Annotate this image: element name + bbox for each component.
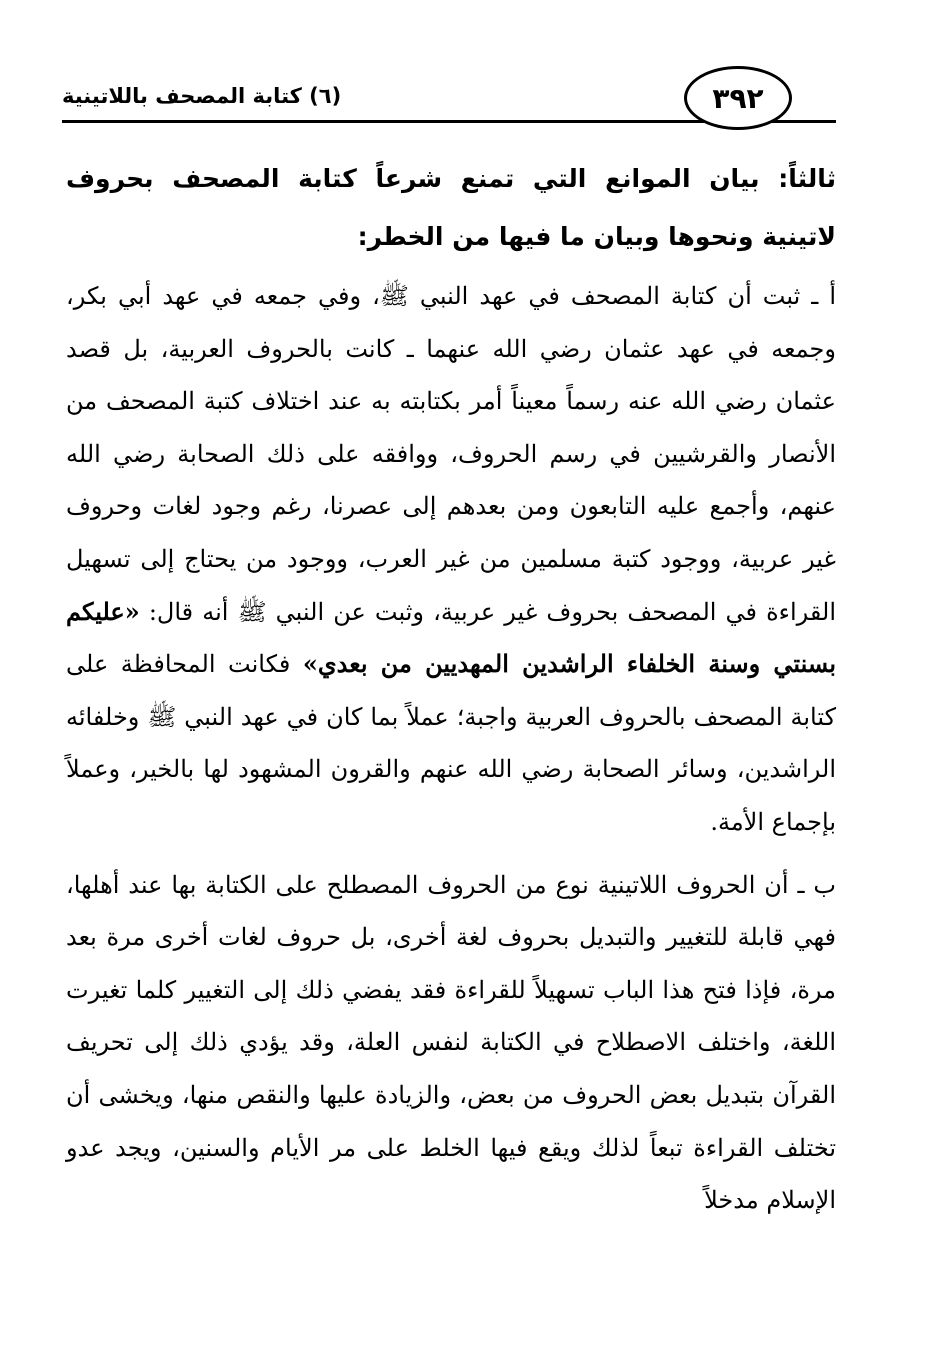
paragraph-a-text-1: أ ـ ثبت أن كتابة المصحف في عهد النبي ﷺ، وفي جمعه في عهد أبي بكر، وجمعه في عهد عثمان رضي الله عنهما ـ كانت بالحروف العربية، بل قصد عثمان رضي الله عنه رسماً معيناً أمر بكتابته به عند اختلاف كتبة المصحف من الأنصار والقرشيين في رسم الحروف، ووافقه على ذلك الصحابة رضي الله عنهم، وأجمع عليه التابعون ومن بعدهم إلى عصرنا، رغم وجود لغات وحروف غير عربية، ووجود كتبة مسلمين من غير العرب، ووجود من يحتاج إلى تسهيل القراءة في المصحف بحروف غير عربية، وثبت عن النبي ﷺ أنه قال: <box>66 282 836 626</box>
running-title: (٦) كتابة المصحف باللاتينية <box>62 84 342 108</box>
page-number: ٣٩٢ <box>684 66 792 130</box>
page-header <box>62 66 836 130</box>
page-body <box>66 150 836 1227</box>
section-heading: ثالثاً: بيان الموانع التي تمنع شرعاً كتابة المصحف بحروف لاتينية ونحوها وبيان ما فيها من الخطر: <box>66 164 836 251</box>
hadith-quote: «عليكم بسنتي وسنة الخلفاء الراشدين المهديين من بعدي» <box>66 596 836 679</box>
paragraph-b: ب ـ أن الحروف اللاتينية نوع من الحروف المصطلح على الكتابة بها عند أهلها، فهي قابلة للتغيير والتبديل بحروف لغة أخرى، بل حروف لغات أخرى مرة بعد مرة، فإذا فتح هذا الباب تسهيلاً للقراءة فقد يفضي ذلك إلى التغيير كلما تغيرت اللغة، واختلف الاصطلاح في الكتابة لنفس العلة، وقد يؤدي ذلك إلى تحريف القرآن بتبديل بعض الحروف من بعض، والزيادة عليها والنقص منها، ويخشى أن تختلف القراءة تبعاً لذلك ويقع فيها الخلط على مر الأيام والسنين، ويجد عدو الإسلام مدخلاً <box>66 870 836 1215</box>
paragraph-a <box>66 270 836 849</box>
paragraph-a-text-2: فكانت المحافظة على كتابة المصحف بالحروف العربية واجبة؛ عملاً بما كان في عهد النبي ﷺ وخلفائه الراشدين، وسائر الصحابة رضي الله عنهم والقرون المشهود لها بالخير، وعملاً بإجماع الأمة. <box>66 650 836 836</box>
